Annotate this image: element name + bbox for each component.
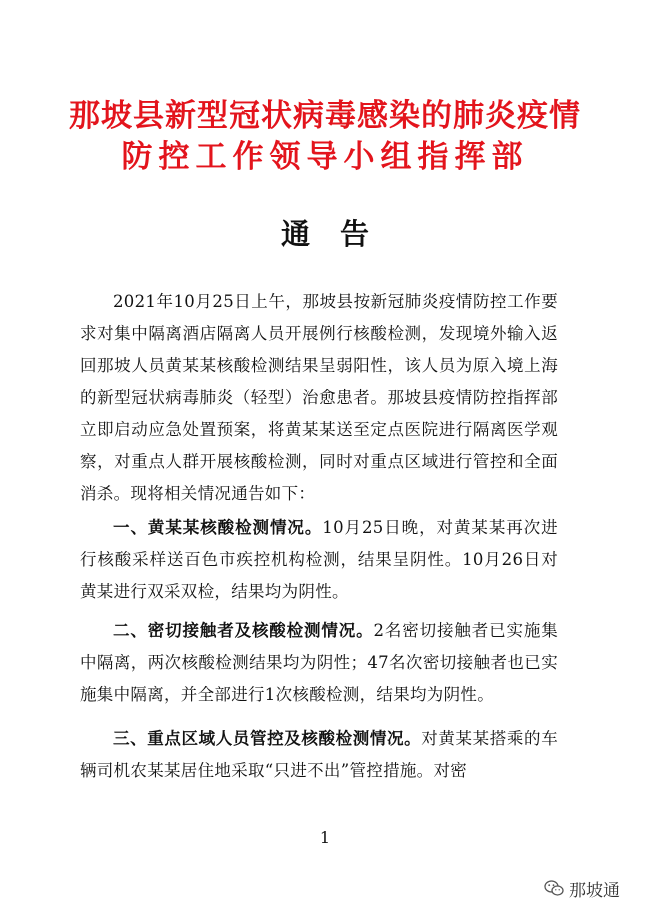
wechat-icon	[544, 880, 564, 897]
section-3-paragraph	[80, 723, 558, 787]
issuer-header-line-2: 防控工作领导小组指挥部	[121, 139, 529, 175]
intro-paragraph: 2021年10月25日上午，那坡县按新冠肺炎疫情防控工作要求对集中隔离酒店隔离人员开展例行核酸检测，发现境外输入返回那坡人员黄某某核酸检测结果呈弱阳性，该人员为原入境上海的新型冠状病毒肺炎（轻型）治愈患者。那坡县疫情防控指挥部立即启动应急处置预案，将黄某某送至定点医院进行隔离医学观察，对重点人群开展核酸检测，同时对重点区域进行管控和全面消杀。现将相关情况通告如下：	[80, 292, 558, 503]
source-watermark	[544, 876, 620, 901]
notice-body	[80, 286, 558, 787]
section-2-text: 2名密切接触者已实施集中隔离，两次核酸检测结果均为阴性；47名次密切接触者也已实施集中隔离，并全部进行1次核酸检测，结果均为阴性。	[80, 621, 558, 704]
section-3-heading: 三、重点区域人员管控及核酸检测情况。	[113, 729, 422, 748]
section-1-paragraph	[80, 512, 558, 608]
page-number: 1	[319, 828, 331, 847]
section-1-heading: 一、黄某某核酸检测情况。	[113, 518, 323, 537]
section-1-text: 10月25日晚，对黄某某再次进行核酸采样送百色市疾控机构检测，结果呈阴性。10月26日对黄某进行双采双检，结果均为阴性。	[80, 518, 558, 601]
watermark-text: 那坡通	[569, 881, 620, 901]
section-2-heading: 二、密切接触者及核酸检测情况。	[113, 621, 374, 640]
issuer-header-line-1: 那坡县新型冠状病毒感染的肺炎疫情	[69, 98, 581, 134]
notice-title: 通告	[280, 217, 399, 251]
section-3-text: 对黄某某搭乘的车辆司机农某某居住地采取“只进不出”管控措施。对密	[80, 729, 558, 780]
section-2-paragraph	[80, 615, 558, 711]
